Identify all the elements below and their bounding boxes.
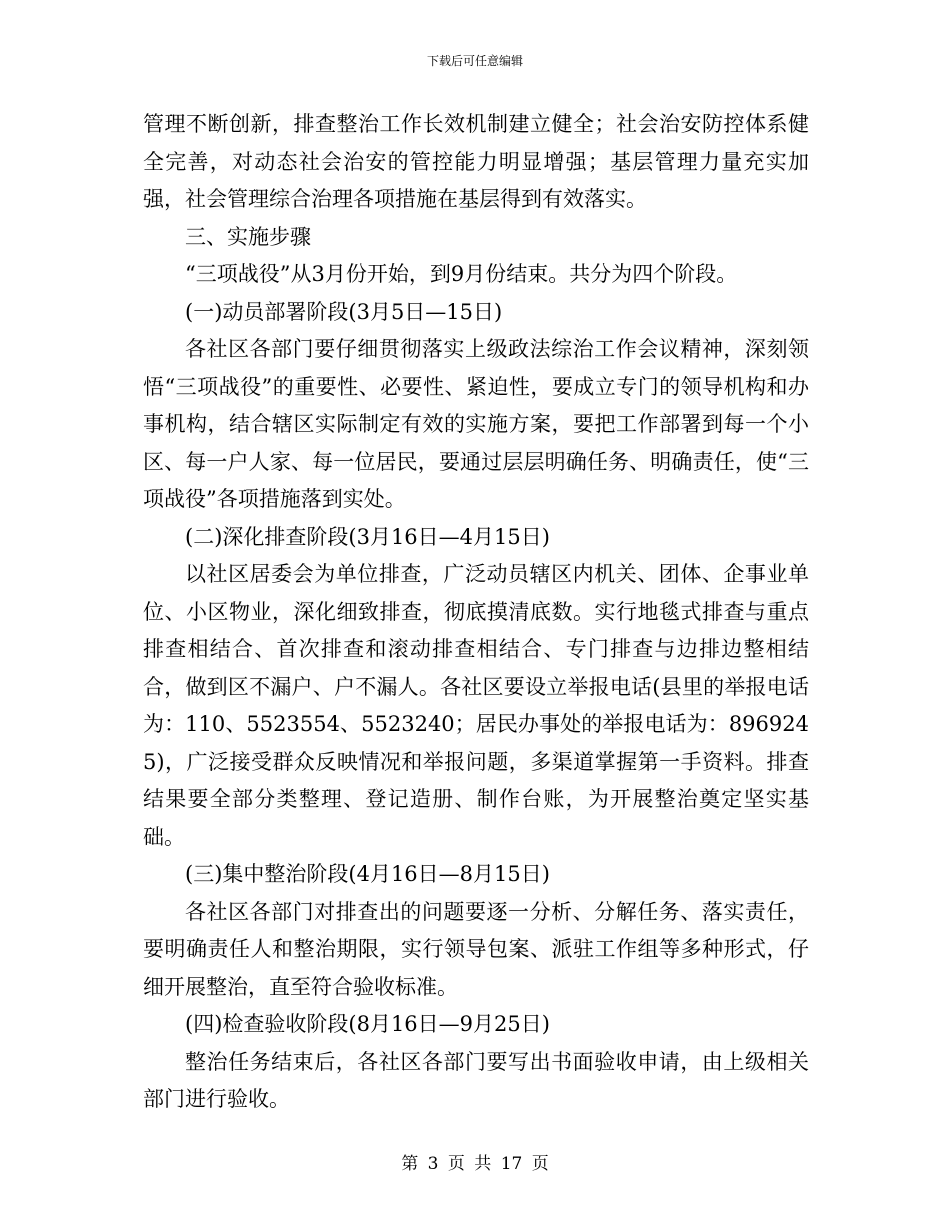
paragraph-continuation: 管理不断创新，排查整治工作长效机制建立健全；社会治安防控体系健全完善，对动态社会治安的管控能力明显增强；基层管理力量充实加强，社会管理综合治理各项措施在基层得到有效落实。: [143, 112, 809, 211]
paragraph: 整治任务结束后，各社区各部门要写出书面验收申请，由上级相关部门进行验收。: [143, 1049, 809, 1111]
paragraph: “三项战役”从3月份开始，到9月份结束。共分为四个阶段。: [185, 262, 738, 286]
page-number: 第 3 页 共 17 页: [401, 1154, 549, 1174]
stage-heading: (四)检查验收阶段(8月16日—9月25日): [185, 1012, 550, 1036]
document-body: [143, 106, 809, 1119]
stage-heading: (一)动员部署阶段(3月5日—15日): [185, 299, 503, 324]
section-heading: 三、实施步骤: [185, 224, 311, 249]
page-header: 下载后可任意编辑: [426, 54, 523, 68]
stage-heading: (三)集中整治阶段(4月16日—8月15日): [185, 862, 550, 886]
paragraph: 各社区各部门要仔细贯彻落实上级政法综治工作会议精神，深刻领悟“三项战役”的重要性、必要性、紧迫性，要成立专门的领导机构和办事机构，结合辖区实际制定有效的实施方案，要把工作部署到每一个小区、每一户人家、每一位居民，要通过层层明确任务、明确责任，使“三项战役”各项措施落到实处。: [143, 337, 809, 511]
paragraph: 各社区各部门对排查出的问题要逐一分析、分解任务、落实责任，要明确责任人和整治期限，实行领导包案、派驻工作组等多种形式，仔细开展整治，直至符合验收标准。: [143, 899, 809, 999]
paragraph: 以社区居委会为单位排查，广泛动员辖区内机关、团体、企事业单位、小区物业，深化细致排查，彻底摸清底数。实行地毯式排查与重点排查相结合、首次排查和滚动排查相结合、专门排查与边排边整相结合，做到区不漏户、户不漏人。各社区要设立举报电话(县里的举报电话为：110、5523554、5523240；居民办事处的举报电话为：8969245)，广泛接受群众反映情况和举报问题，多渠道掌握第一手资料。排查结果要全部分类整理、登记造册、制作台账，为开展整治奠定坚实基础。: [143, 562, 809, 849]
stage-heading: (二)深化排查阶段(3月16日—4月15日): [185, 524, 550, 549]
